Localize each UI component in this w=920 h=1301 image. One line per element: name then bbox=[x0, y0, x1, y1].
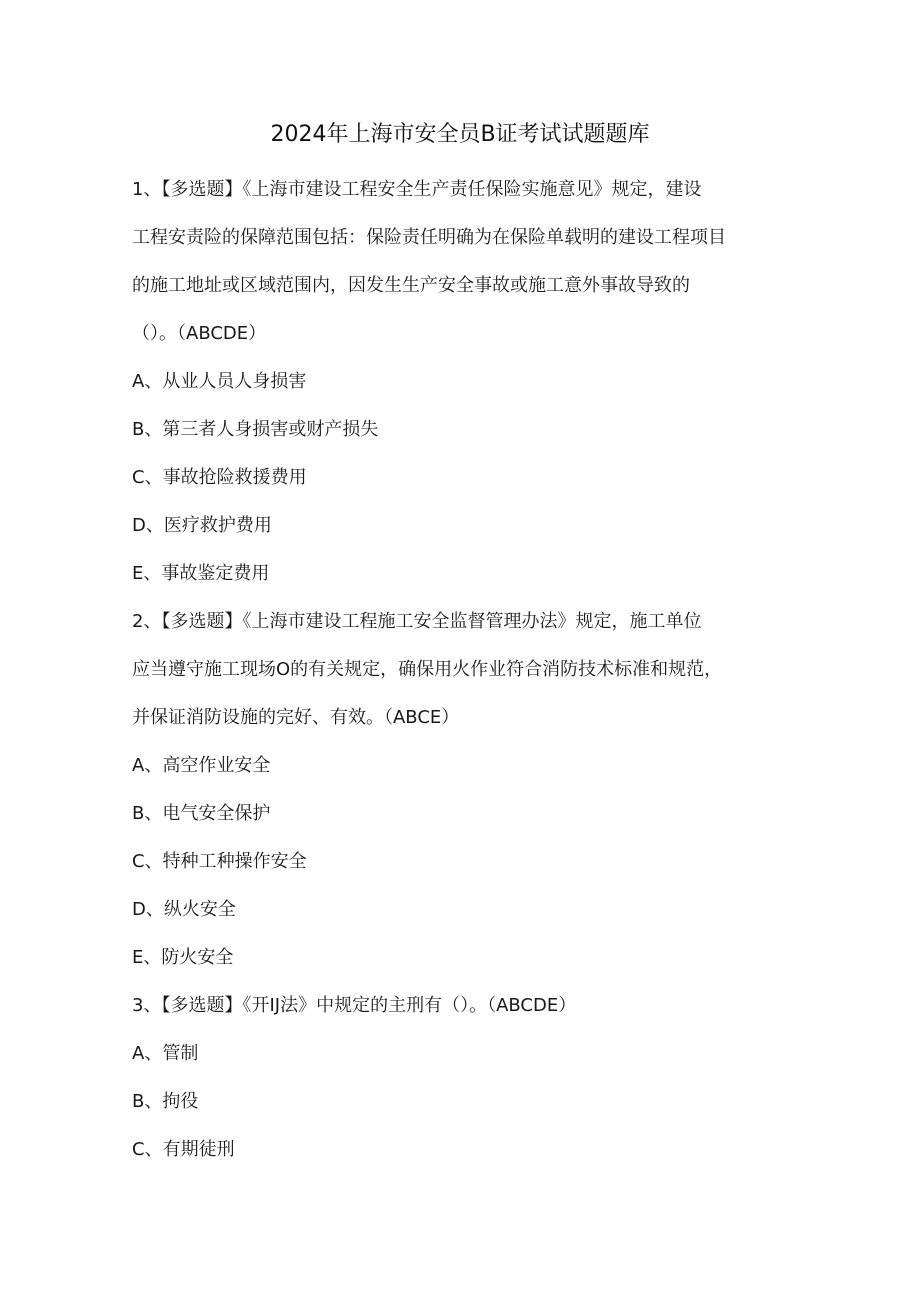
question-3 bbox=[132, 982, 792, 1174]
question-2-stem-line: 并保证消防设施的完好、有效。（ABCE） bbox=[132, 707, 460, 728]
question-1-option-d: D、医疗救护费用 bbox=[132, 515, 272, 536]
question-2-stem-line: 2、【多选题】《上海市建设工程施工安全监督管理办法》规定，施工单位 bbox=[132, 611, 702, 632]
question-1-option-e: E、事故鉴定费用 bbox=[132, 563, 270, 584]
question-1-option-b: B、第三者人身损害或财产损失 bbox=[132, 419, 379, 440]
question-1-stem-line: 1、【多选题】《上海市建设工程安全生产责任保险实施意见》规定，建设 bbox=[132, 179, 702, 200]
question-2-stem-line: 应当遵守施工现场O的有关规定，确保用火作业符合消防技术标准和规范， bbox=[132, 659, 723, 680]
question-2 bbox=[132, 598, 792, 982]
question-1-option-c: C、事故抢险救援费用 bbox=[132, 467, 307, 488]
question-2-option-b: B、电气安全保护 bbox=[132, 803, 271, 824]
question-1-stem-line: （）。（ABCDE） bbox=[132, 323, 267, 344]
question-1-stem-line: 的施工地址或区域范围内，因发生生产安全事故或施工意外事故导致的 bbox=[132, 275, 690, 296]
question-2-option-c: C、特种工种操作安全 bbox=[132, 851, 307, 872]
question-1-stem-line: 工程安责险的保障范围包括：保险责任明确为在保险单载明的建设工程项目 bbox=[132, 227, 726, 248]
question-2-option-a: A、高空作业安全 bbox=[132, 755, 271, 776]
question-3-option-c: C、有期徒刑 bbox=[132, 1139, 235, 1160]
question-2-option-d: D、纵火安全 bbox=[132, 899, 236, 920]
question-list bbox=[132, 166, 792, 1174]
question-3-option-b: B、拘役 bbox=[132, 1091, 199, 1112]
question-1 bbox=[132, 166, 792, 598]
question-3-stem-line: 3、【多选题】《开IJ法》中规定的主刑有（）。（ABCDE） bbox=[132, 995, 577, 1016]
question-1-option-a: A、从业人员人身损害 bbox=[132, 371, 307, 392]
question-2-option-e: E、防火安全 bbox=[132, 947, 234, 968]
document-title: 2024年上海市安全员B证考试试题题库 bbox=[270, 122, 650, 147]
question-3-option-a: A、管制 bbox=[132, 1043, 199, 1064]
